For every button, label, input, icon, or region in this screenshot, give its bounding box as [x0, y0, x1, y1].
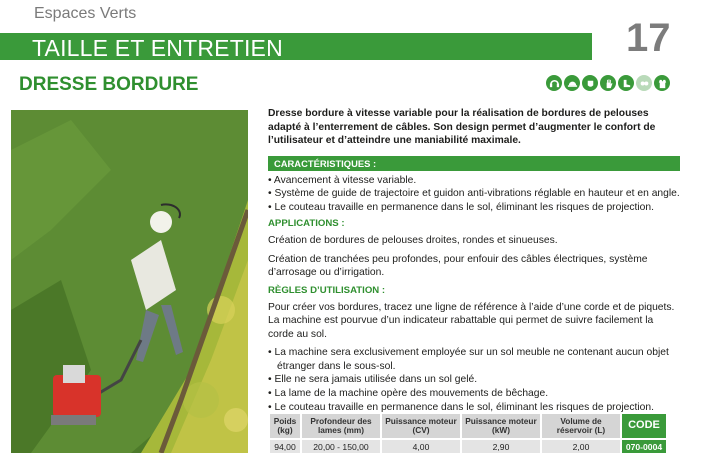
- col-weight: Poids (kg): [270, 414, 300, 438]
- glove-icon: [600, 75, 616, 91]
- list-item: • La lame de la machine opère des mouvements de bêchage.: [268, 387, 680, 401]
- characteristics-heading: CARACTÉRISTIQUES :: [268, 156, 680, 171]
- ear-protection-icon: [546, 75, 562, 91]
- list-item: • Le couteau travaille en permanence dans le sol, éliminant les risques de projection.: [268, 401, 680, 415]
- table-row: [270, 440, 666, 453]
- rules-list: [268, 346, 680, 414]
- characteristics-list: [268, 174, 680, 215]
- specs-header-row: [270, 414, 666, 438]
- helmet-icon: [564, 75, 580, 91]
- description-column: [268, 107, 680, 418]
- banner-title: TAILLE ET ENTRETIEN: [32, 35, 283, 61]
- section-label: Espaces Verts: [34, 5, 137, 22]
- col-power-kw: Puissance moteur (kW): [462, 414, 540, 438]
- list-item: • Avancement à vitesse variable.: [268, 174, 680, 188]
- cell-depth: 20,00 - 150,00: [302, 440, 380, 453]
- col-power-cv: Puissance moteur (CV): [382, 414, 460, 438]
- safety-boot-icon: [618, 75, 634, 91]
- rules-intro: Pour créer vos bordures, tracez une ligne de référence à l’aide d’une corde et de piquets. La machine est pourvue d’un indicateur rabattable qui permet de suivre facilement la corde au sol.: [268, 301, 675, 340]
- product-title: DRESSE BORDURE: [19, 74, 199, 95]
- col-depth: Profondeur des lames (mm): [302, 414, 380, 438]
- applications-paragraph: Création de bordures de pelouses droites, rondes et sinueuses.: [268, 235, 558, 247]
- col-tank: Volume de réservoir (L): [542, 414, 620, 438]
- product-photo: [11, 110, 248, 453]
- list-item: • La machine sera exclusivement employée sur un sol meuble ne contenant aucun objet étranger dans le sous-sol.: [268, 346, 680, 373]
- list-item: • Le couteau travaille en permanence dans le sol, éliminant les risques de projection.: [268, 201, 680, 215]
- applications-heading: APPLICATIONS :: [268, 218, 345, 230]
- intro-text: Dresse bordure à vitesse variable pour la réalisation de bordures de pelouses adapté à l’enterrement de câbles. Son design permet d’augmenter le confort de l’utilisateur et d’atteindre une maniabilité maximale.: [268, 108, 656, 147]
- cell-power-cv: 4,00: [382, 440, 460, 453]
- list-item: • Elle ne sera jamais utilisée dans un sol gelé.: [268, 373, 680, 387]
- goggles-icon: [636, 75, 652, 91]
- list-item: • Système de guide de trajectoire et guidon anti-vibrations réglable en hauteur et en angle.: [268, 187, 680, 201]
- cell-power-kw: 2,90: [462, 440, 540, 453]
- cell-weight: 94,00: [270, 440, 300, 453]
- col-code: CODE: [622, 414, 666, 438]
- specs-table: [268, 412, 668, 455]
- rules-heading: RÈGLES D’UTILISATION :: [268, 284, 386, 296]
- face-shield-icon: [582, 75, 598, 91]
- hi-vis-vest-icon: [654, 75, 670, 91]
- cell-code: 070-0004: [622, 440, 666, 453]
- applications-paragraph: Création de tranchées peu profondes, pour enfouir des câbles électriques, système d’arrosage ou d’irrigation.: [268, 253, 648, 279]
- cell-tank: 2,00: [542, 440, 620, 453]
- page-number: 17: [626, 16, 671, 60]
- ppe-icons: [546, 75, 670, 91]
